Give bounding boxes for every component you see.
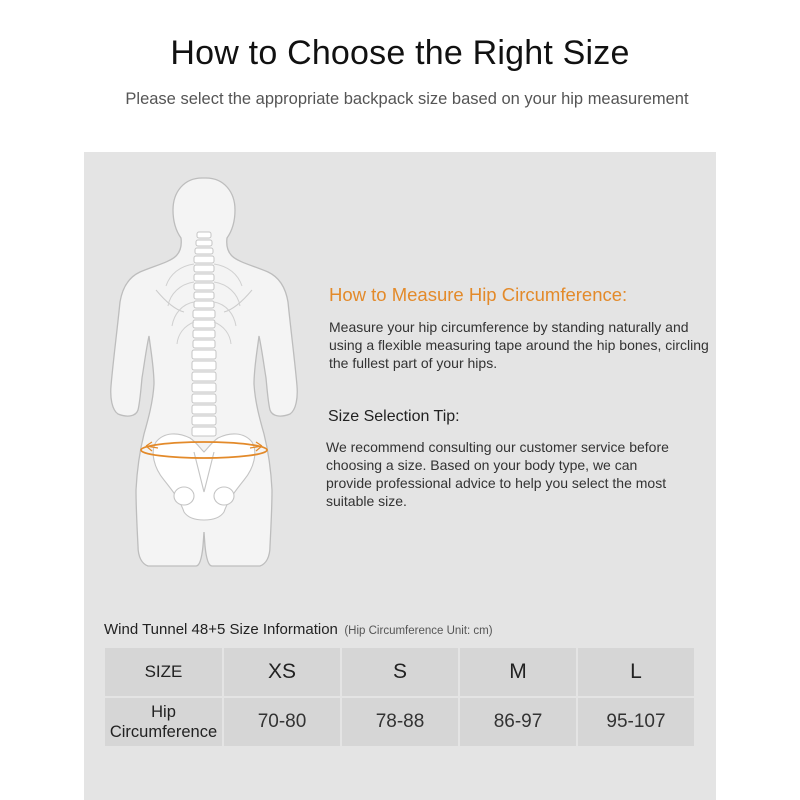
tip-heading: Size Selection Tip: — [328, 408, 460, 425]
size-cell-l: L — [578, 648, 694, 696]
spine — [192, 232, 216, 436]
row-header-hip: Hip Circumference — [105, 698, 222, 746]
hip-cell-m: 86-97 — [460, 698, 576, 746]
tip-text: We recommend consulting our customer service before choosing a size. Based on your body type, we can provide professional advice to help you select the most suitable size. — [326, 439, 669, 509]
size-table — [103, 646, 696, 748]
size-table-unit-note: (Hip Circumference Unit: cm) — [344, 625, 493, 637]
size-cell-xs: XS — [224, 648, 340, 696]
measure-instructions: Measure your hip circumference by standing naturally and using a flexible measuring tape around the hip bones, circling the fullest part of your hips. — [329, 319, 709, 371]
row-header-size: SIZE — [105, 648, 222, 696]
page-title: How to Choose the Right Size — [170, 34, 630, 72]
size-cell-m: M — [460, 648, 576, 696]
measure-heading: How to Measure Hip Circumference: — [329, 284, 628, 305]
human-back-skeleton-icon — [84, 152, 324, 572]
page-subtitle: Please select the appropriate backpack size based on your hip measurement — [125, 90, 689, 108]
size-guide-panel — [84, 152, 716, 800]
hip-cell-xs: 70-80 — [224, 698, 340, 746]
table-row — [105, 648, 694, 696]
size-cell-s: S — [342, 648, 458, 696]
table-row — [105, 698, 694, 746]
hip-cell-s: 78-88 — [342, 698, 458, 746]
hip-cell-l: 95-107 — [578, 698, 694, 746]
size-table-title: Wind Tunnel 48+5 Size Information — [104, 621, 338, 638]
size-table-heading — [104, 621, 493, 639]
